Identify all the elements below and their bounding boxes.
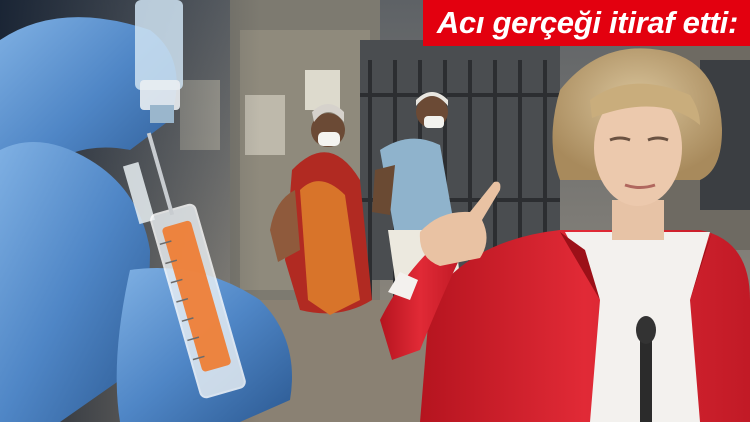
- headline-banner: Acı gerçeği itiraf etti:: [423, 0, 750, 46]
- vaccine-syringe-scene: [0, 0, 292, 422]
- vaccine-vial: [135, 0, 183, 123]
